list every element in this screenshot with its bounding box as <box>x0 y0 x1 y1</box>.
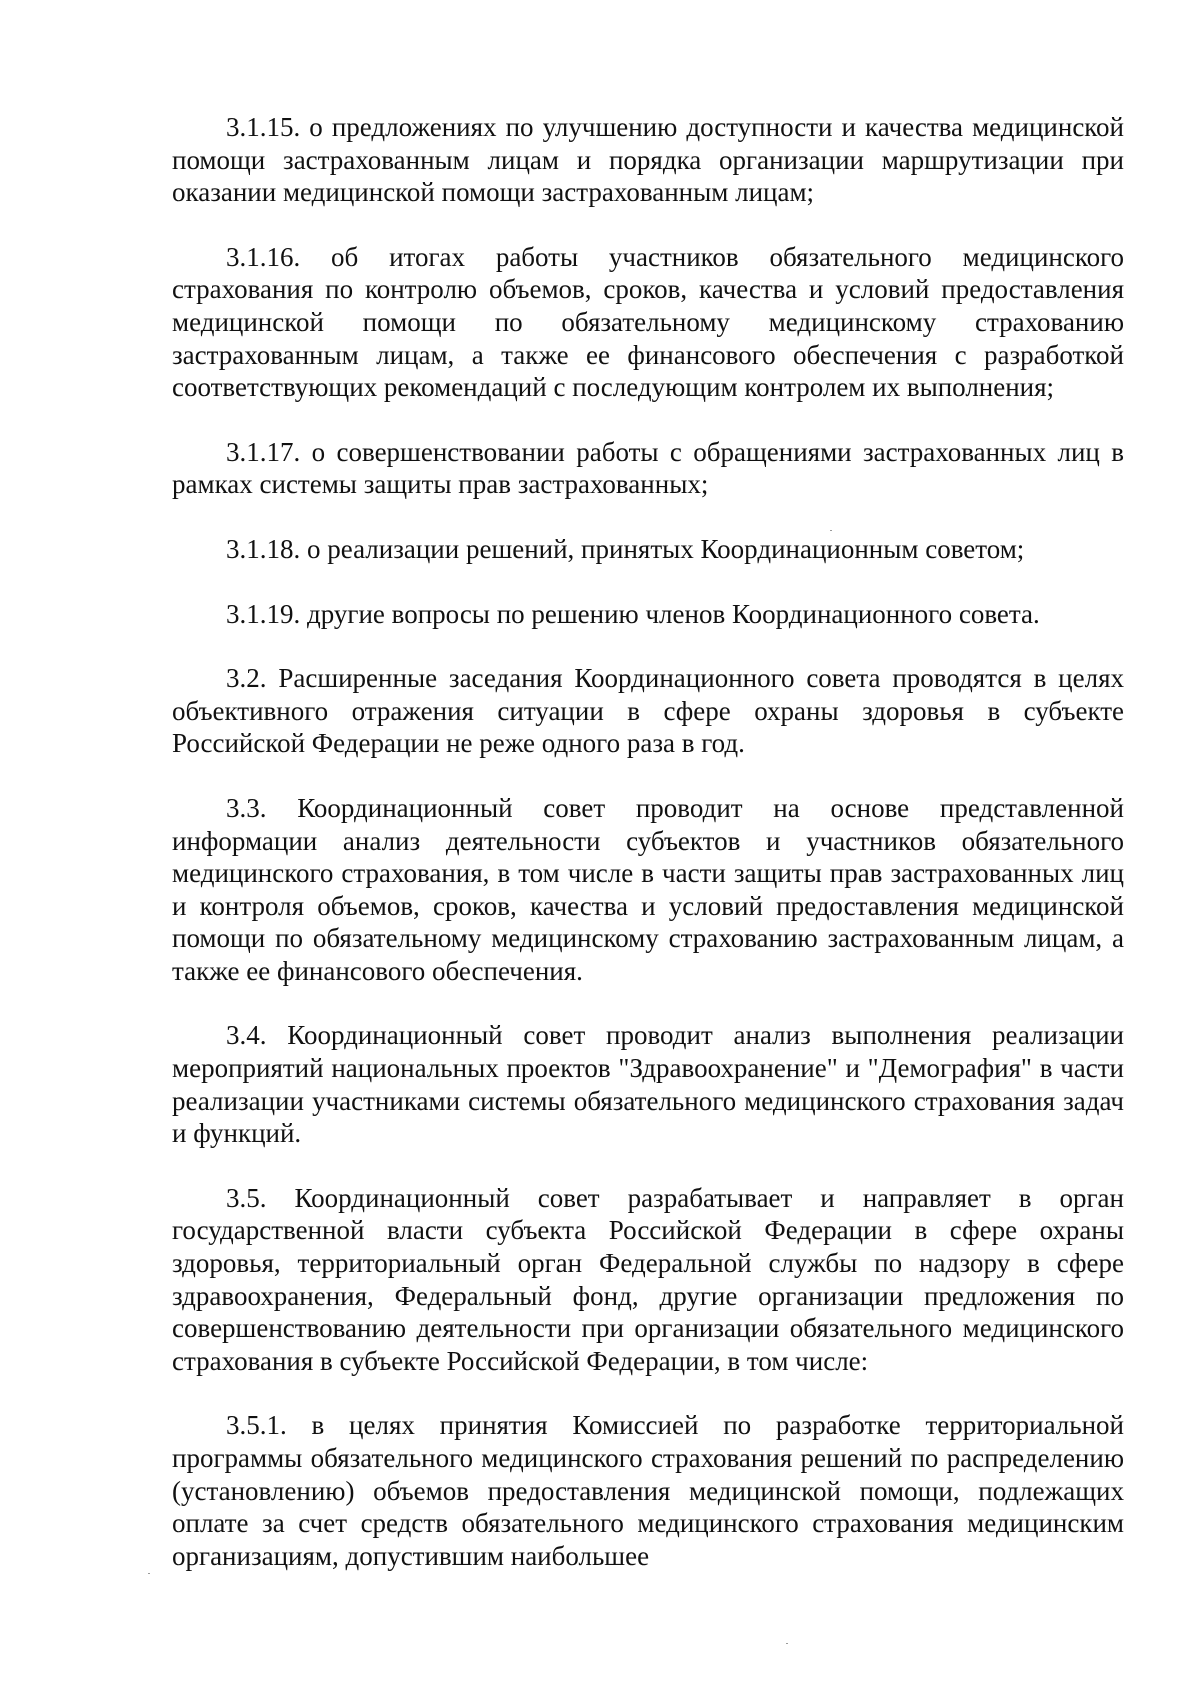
scan-speck <box>148 1573 150 1574</box>
paragraph-3-5-1: 3.5.1. в целях принятия Комиссией по разработке территориальной программы обязательного медицинского страхования решений по распределению (установлению) объемов предоставления медицинской помощи, подлежащих оплате за счет средств обязательного медицинского страхования медицинским организациям, допустившим наибольшее <box>172 1410 1124 1571</box>
paragraph-3-1-16: 3.1.16. об итогах работы участников обязательного медицинского страхования по контролю объемов, сроков, качества и условий предоставления медицинской помощи по обязательному медицинскому страхованию застрахованным лицам, а также ее финансового обеспечения с разработкой соответствующих рекомендаций с последующим контролем их выполнения; <box>172 241 1124 403</box>
paragraph-3-1-17: 3.1.17. о совершенствовании работы с обращениями застрахованных лиц в рамках системы защиты прав застрахованных; <box>172 436 1124 500</box>
paragraph-3-3: 3.3. Координационный совет проводит на основе представленной информации анализ деятельности субъектов и участников обязательного медицинского страхования, в том числе в части защиты прав застрахованных лиц и контроля объемов, сроков, качества и условий предоставления медицинской помощи по обязательному медицинскому страхованию застрахованным лицам, а также ее финансового обеспечения. <box>172 792 1124 986</box>
paragraph-3-1-18: 3.1.18. о реализации решений, принятых Координационным советом; <box>226 533 1025 564</box>
paragraph-3-1-15: 3.1.15. о предложениях по улучшению доступности и качества медицинской помощи застрахованным лицам и порядка организации маршрутизации при оказании медицинской помощи застрахованным лицам; <box>172 112 1124 208</box>
scan-speck <box>830 530 832 531</box>
paragraph-3-5: 3.5. Координационный совет разрабатывает и направляет в орган государственной власти субъекта Российской Федерации в сфере охраны здоровья, территориальный орган Федеральной службы по надзору в сфере здравоохранения, Федеральный фонд, другие организации предложения по совершенствованию деятельности при организации обязательного медицинского страхования в субъекте Российской Федерации, в том числе: <box>172 1182 1124 1376</box>
paragraph-3-4: 3.4. Координационный совет проводит анализ выполнения реализации мероприятий национальных проектов "Здравоохранение" и "Демография" в части реализации участниками системы обязательного медицинского страхования задач и функций. <box>172 1020 1124 1149</box>
document-page <box>172 111 1124 1572</box>
paragraph-3-1-19: 3.1.19. другие вопросы по решению членов Координационного совета. <box>226 598 1040 629</box>
paragraph-3-2: 3.2. Расширенные заседания Координационного совета проводятся в целях объективного отражения ситуации в сфере охраны здоровья в субъекте Российской Федерации не реже одного раза в год. <box>172 663 1124 759</box>
scan-speck <box>786 1643 788 1644</box>
